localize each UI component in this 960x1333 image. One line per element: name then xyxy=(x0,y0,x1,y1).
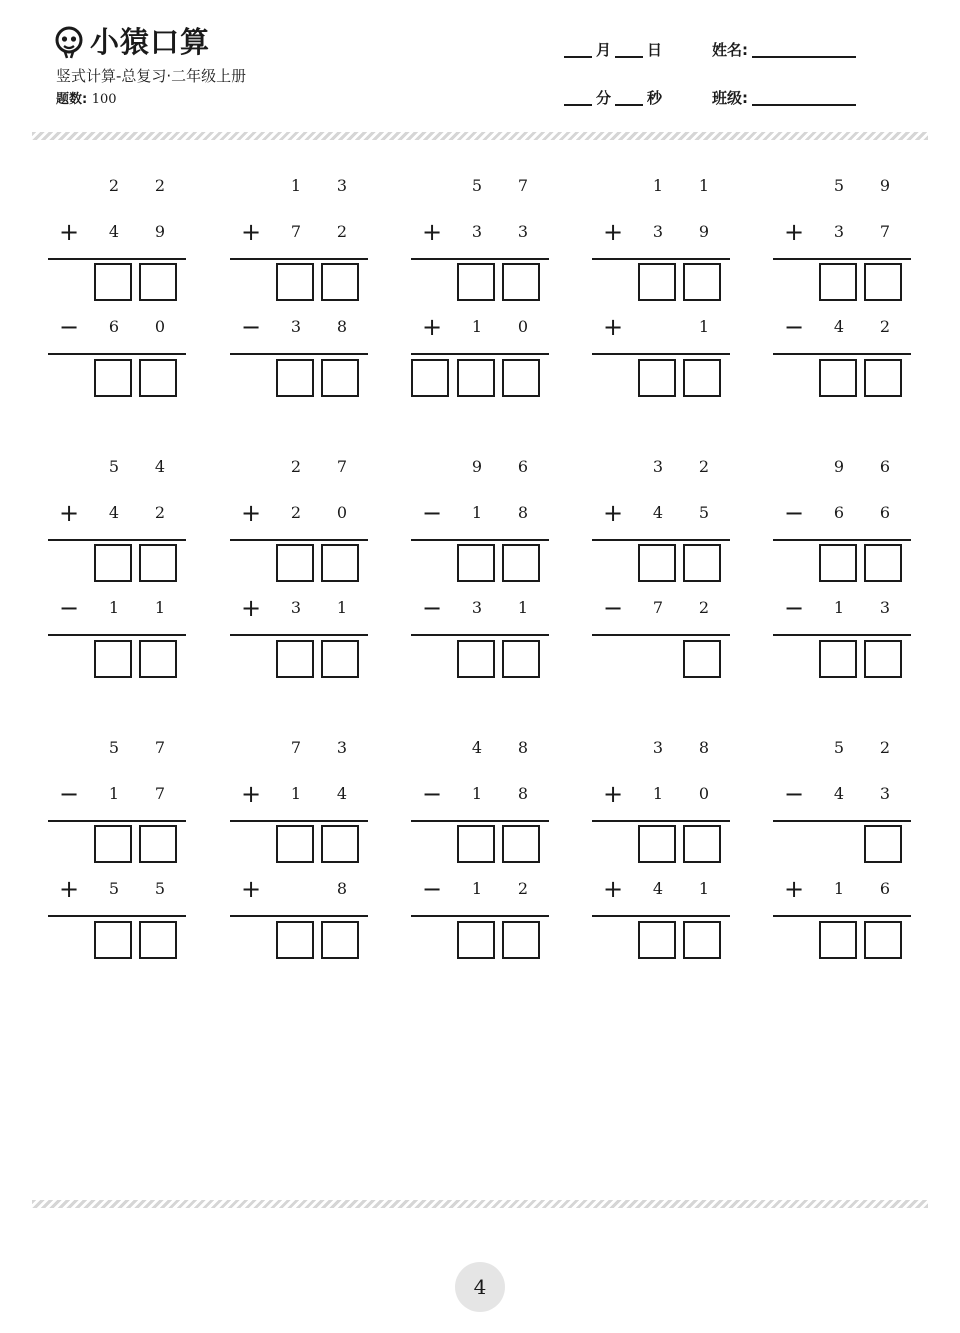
second-digit: 6 xyxy=(879,503,891,522)
second-digit: 4 xyxy=(652,503,664,522)
operator-sign: − xyxy=(58,594,80,622)
day-blank[interactable] xyxy=(615,38,643,58)
answer-box[interactable] xyxy=(321,921,359,959)
answer-box[interactable] xyxy=(502,921,540,959)
third-digit: 2 xyxy=(517,879,529,898)
question-count-value: 100 xyxy=(91,92,117,107)
sum-line xyxy=(48,353,186,355)
second-digit: 1 xyxy=(471,784,483,803)
second-digit: 2 xyxy=(154,503,166,522)
third-digit: 3 xyxy=(471,598,483,617)
top-digit: 2 xyxy=(879,738,891,757)
third-digit: 1 xyxy=(698,317,710,336)
sum-line xyxy=(592,915,730,917)
third-digit: 1 xyxy=(833,879,845,898)
top-digit: 6 xyxy=(517,457,529,476)
vertical-problem xyxy=(230,457,370,697)
name-label: 姓名: xyxy=(712,41,748,59)
answer-box[interactable] xyxy=(94,544,132,582)
date-field xyxy=(560,36,662,60)
top-digit: 9 xyxy=(833,457,845,476)
operator-sign: + xyxy=(58,218,80,246)
third-digit: 1 xyxy=(471,879,483,898)
answer-box[interactable] xyxy=(457,359,495,397)
top-digit: 5 xyxy=(833,738,845,757)
answer-box[interactable] xyxy=(139,544,177,582)
answer-box[interactable] xyxy=(864,825,902,863)
minute-blank[interactable] xyxy=(564,86,592,106)
third-digit: 0 xyxy=(154,317,166,336)
sum-line xyxy=(411,258,549,260)
sum-line xyxy=(411,820,549,822)
operator-sign: + xyxy=(602,313,624,341)
second-digit: 8 xyxy=(517,503,529,522)
operator-sign: − xyxy=(58,313,80,341)
answer-box[interactable] xyxy=(321,640,359,678)
answer-box[interactable] xyxy=(276,544,314,582)
operator-sign: + xyxy=(421,218,443,246)
sum-line xyxy=(48,915,186,917)
name-field xyxy=(712,36,860,60)
question-count xyxy=(56,91,117,109)
sum-line xyxy=(773,820,911,822)
vertical-problem xyxy=(411,738,551,978)
vertical-problem xyxy=(48,738,188,978)
top-digit: 3 xyxy=(336,176,348,195)
operator-sign: − xyxy=(783,313,805,341)
vertical-problem xyxy=(592,176,732,416)
second-digit: 2 xyxy=(290,503,302,522)
brand-logo xyxy=(52,24,210,60)
second-digit: 1 xyxy=(108,784,120,803)
third-digit: 5 xyxy=(108,879,120,898)
answer-box[interactable] xyxy=(321,544,359,582)
sum-line xyxy=(773,258,911,260)
second-digit: 0 xyxy=(336,503,348,522)
answer-box[interactable] xyxy=(864,921,902,959)
operator-sign: − xyxy=(421,594,443,622)
operator-sign: + xyxy=(783,875,805,903)
brand-name: 小猿口算 xyxy=(90,25,211,59)
answer-box[interactable] xyxy=(638,359,676,397)
answer-box[interactable] xyxy=(864,263,902,301)
answer-box[interactable] xyxy=(502,640,540,678)
operator-sign: + xyxy=(783,218,805,246)
answer-box[interactable] xyxy=(457,640,495,678)
answer-box[interactable] xyxy=(683,825,721,863)
second-digit: 8 xyxy=(517,784,529,803)
monkey-icon xyxy=(52,25,86,59)
answer-box[interactable] xyxy=(502,825,540,863)
answer-box[interactable] xyxy=(321,825,359,863)
vertical-problem xyxy=(48,457,188,697)
answer-box[interactable] xyxy=(638,825,676,863)
class-field xyxy=(712,84,860,108)
top-digit: 1 xyxy=(652,176,664,195)
answer-box[interactable] xyxy=(683,640,721,678)
third-digit: 0 xyxy=(517,317,529,336)
top-digit: 3 xyxy=(336,738,348,757)
answer-box[interactable] xyxy=(411,359,449,397)
sum-line xyxy=(48,634,186,636)
answer-box[interactable] xyxy=(864,544,902,582)
operator-sign: + xyxy=(240,218,262,246)
sum-line xyxy=(411,539,549,541)
answer-box[interactable] xyxy=(502,544,540,582)
third-digit: 5 xyxy=(154,879,166,898)
third-digit: 1 xyxy=(833,598,845,617)
top-digit: 9 xyxy=(879,176,891,195)
second-blank[interactable] xyxy=(615,86,643,106)
sum-line xyxy=(773,539,911,541)
operator-sign: + xyxy=(602,780,624,808)
second-digit: 5 xyxy=(698,503,710,522)
month-blank[interactable] xyxy=(564,38,592,58)
answer-box[interactable] xyxy=(94,825,132,863)
operator-sign: − xyxy=(240,313,262,341)
sum-line xyxy=(773,353,911,355)
second-digit: 4 xyxy=(108,222,120,241)
answer-box[interactable] xyxy=(819,263,857,301)
sum-line xyxy=(411,634,549,636)
second-digit: 6 xyxy=(833,503,845,522)
top-digit: 2 xyxy=(290,457,302,476)
answer-box[interactable] xyxy=(638,263,676,301)
answer-box[interactable] xyxy=(94,359,132,397)
class-label: 班级: xyxy=(712,89,748,107)
operator-sign: + xyxy=(240,780,262,808)
sum-line xyxy=(411,915,549,917)
top-digit: 7 xyxy=(290,738,302,757)
third-digit: 3 xyxy=(879,598,891,617)
answer-box[interactable] xyxy=(457,825,495,863)
answer-box[interactable] xyxy=(276,359,314,397)
second-digit: 3 xyxy=(833,222,845,241)
second-digit: 3 xyxy=(471,222,483,241)
answer-box[interactable] xyxy=(502,359,540,397)
third-digit: 1 xyxy=(108,598,120,617)
sum-line xyxy=(48,820,186,822)
minute-label: 分 xyxy=(596,89,612,107)
answer-box[interactable] xyxy=(819,640,857,678)
answer-box[interactable] xyxy=(819,544,857,582)
operator-sign: − xyxy=(421,499,443,527)
answer-box[interactable] xyxy=(276,921,314,959)
third-digit: 6 xyxy=(108,317,120,336)
top-digit: 2 xyxy=(108,176,120,195)
answer-box[interactable] xyxy=(683,263,721,301)
operator-sign: + xyxy=(240,875,262,903)
operator-sign: + xyxy=(58,499,80,527)
answer-box[interactable] xyxy=(864,640,902,678)
worksheet-subtitle: 竖式计算-总复习·二年级上册 xyxy=(56,67,247,85)
answer-box[interactable] xyxy=(457,921,495,959)
sum-line xyxy=(48,539,186,541)
vertical-problem xyxy=(592,738,732,978)
answer-box[interactable] xyxy=(139,921,177,959)
answer-box[interactable] xyxy=(139,263,177,301)
vertical-problem xyxy=(230,738,370,978)
third-digit: 1 xyxy=(471,317,483,336)
second-digit: 1 xyxy=(471,503,483,522)
month-label: 月 xyxy=(596,41,612,59)
vertical-problem xyxy=(411,176,551,416)
operator-sign: + xyxy=(421,313,443,341)
top-digit: 8 xyxy=(517,738,529,757)
header-divider xyxy=(32,132,928,140)
sum-line xyxy=(592,539,730,541)
third-digit: 3 xyxy=(290,598,302,617)
top-digit: 5 xyxy=(108,457,120,476)
third-digit: 4 xyxy=(652,879,664,898)
second-digit: 7 xyxy=(290,222,302,241)
answer-box[interactable] xyxy=(683,544,721,582)
third-digit: 1 xyxy=(698,879,710,898)
operator-sign: − xyxy=(602,594,624,622)
operator-sign: − xyxy=(783,499,805,527)
third-digit: 2 xyxy=(879,317,891,336)
second-digit: 9 xyxy=(154,222,166,241)
top-digit: 4 xyxy=(471,738,483,757)
answer-box[interactable] xyxy=(819,921,857,959)
top-digit: 3 xyxy=(652,738,664,757)
answer-box[interactable] xyxy=(321,359,359,397)
third-digit: 4 xyxy=(833,317,845,336)
answer-box[interactable] xyxy=(139,359,177,397)
top-digit: 7 xyxy=(154,738,166,757)
second-digit: 4 xyxy=(833,784,845,803)
second-digit: 0 xyxy=(698,784,710,803)
operator-sign: − xyxy=(421,780,443,808)
answer-box[interactable] xyxy=(139,825,177,863)
operator-sign: − xyxy=(421,875,443,903)
answer-box[interactable] xyxy=(139,640,177,678)
operator-sign: − xyxy=(783,594,805,622)
third-digit: 7 xyxy=(652,598,664,617)
second-digit: 7 xyxy=(154,784,166,803)
sum-line xyxy=(230,353,368,355)
sum-line xyxy=(230,915,368,917)
class-blank[interactable] xyxy=(752,86,856,106)
vertical-problem xyxy=(773,457,913,697)
vertical-problem xyxy=(230,176,370,416)
top-digit: 2 xyxy=(698,457,710,476)
second-digit: 1 xyxy=(652,784,664,803)
third-digit: 1 xyxy=(517,598,529,617)
sum-line xyxy=(773,634,911,636)
answer-box[interactable] xyxy=(276,263,314,301)
page-number: 4 xyxy=(455,1262,505,1312)
operator-sign: − xyxy=(783,780,805,808)
answer-box[interactable] xyxy=(321,263,359,301)
top-digit: 5 xyxy=(108,738,120,757)
top-digit: 1 xyxy=(290,176,302,195)
answer-box[interactable] xyxy=(457,544,495,582)
top-digit: 8 xyxy=(698,738,710,757)
answer-box[interactable] xyxy=(864,359,902,397)
answer-box[interactable] xyxy=(457,263,495,301)
top-digit: 7 xyxy=(336,457,348,476)
time-field xyxy=(560,84,662,108)
vertical-problem xyxy=(411,457,551,697)
footer-divider xyxy=(32,1200,928,1208)
question-count-label: 题数: xyxy=(56,92,88,107)
answer-box[interactable] xyxy=(94,263,132,301)
answer-box[interactable] xyxy=(683,359,721,397)
operator-sign: + xyxy=(240,594,262,622)
top-digit: 9 xyxy=(471,457,483,476)
answer-box[interactable] xyxy=(94,921,132,959)
second-digit: 3 xyxy=(652,222,664,241)
sum-line xyxy=(48,258,186,260)
answer-box[interactable] xyxy=(502,263,540,301)
third-digit: 2 xyxy=(698,598,710,617)
third-digit: 8 xyxy=(336,317,348,336)
answer-box[interactable] xyxy=(94,640,132,678)
second-digit: 2 xyxy=(336,222,348,241)
top-digit: 5 xyxy=(471,176,483,195)
second-label: 秒 xyxy=(647,89,663,107)
sum-line xyxy=(592,353,730,355)
answer-box[interactable] xyxy=(638,921,676,959)
second-digit: 3 xyxy=(879,784,891,803)
vertical-problem xyxy=(48,176,188,416)
sum-line xyxy=(230,634,368,636)
top-digit: 4 xyxy=(154,457,166,476)
vertical-problem xyxy=(773,176,913,416)
second-digit: 4 xyxy=(336,784,348,803)
operator-sign: + xyxy=(240,499,262,527)
sum-line xyxy=(230,820,368,822)
sum-line xyxy=(592,258,730,260)
operator-sign: + xyxy=(602,499,624,527)
sum-line xyxy=(773,915,911,917)
sum-line xyxy=(411,353,549,355)
operator-sign: + xyxy=(58,875,80,903)
third-digit: 3 xyxy=(290,317,302,336)
operator-sign: + xyxy=(602,875,624,903)
sum-line xyxy=(592,634,730,636)
vertical-problem xyxy=(592,457,732,697)
answer-box[interactable] xyxy=(276,825,314,863)
vertical-problem xyxy=(773,738,913,978)
answer-box[interactable] xyxy=(819,359,857,397)
second-digit: 1 xyxy=(290,784,302,803)
third-digit: 1 xyxy=(336,598,348,617)
second-digit: 4 xyxy=(108,503,120,522)
top-digit: 5 xyxy=(833,176,845,195)
sum-line xyxy=(592,820,730,822)
top-digit: 7 xyxy=(517,176,529,195)
sum-line xyxy=(230,539,368,541)
top-digit: 2 xyxy=(154,176,166,195)
top-digit: 3 xyxy=(652,457,664,476)
operator-sign: − xyxy=(58,780,80,808)
day-label: 日 xyxy=(647,41,663,59)
answer-box[interactable] xyxy=(683,921,721,959)
operator-sign: + xyxy=(602,218,624,246)
sum-line xyxy=(230,258,368,260)
third-digit: 6 xyxy=(879,879,891,898)
third-digit: 8 xyxy=(336,879,348,898)
top-digit: 1 xyxy=(698,176,710,195)
second-digit: 9 xyxy=(698,222,710,241)
name-blank[interactable] xyxy=(752,38,856,58)
top-digit: 6 xyxy=(879,457,891,476)
answer-box[interactable] xyxy=(638,544,676,582)
third-digit: 1 xyxy=(154,598,166,617)
answer-box[interactable] xyxy=(276,640,314,678)
second-digit: 7 xyxy=(879,222,891,241)
second-digit: 3 xyxy=(517,222,529,241)
